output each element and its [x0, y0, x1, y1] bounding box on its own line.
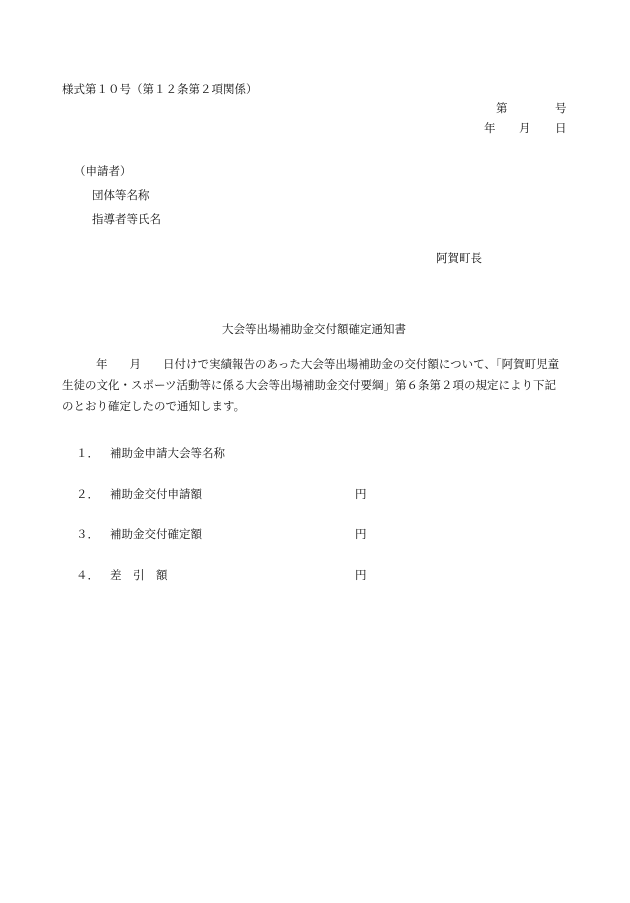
item-4-number: ４． [76, 568, 99, 582]
body-line-3: のとおり確定したので通知します。 [62, 399, 246, 413]
leader-name-label: 指導者等氏名 [92, 212, 161, 226]
document-number-prefix: 第 [496, 101, 508, 115]
date-year-label: 年 [484, 121, 496, 135]
body-year: 年 [96, 357, 108, 371]
document-title: 大会等出場補助金交付額確定通知書 [222, 322, 406, 336]
item-1-number: １． [76, 446, 99, 460]
item-2-label: 補助金交付申請額 [110, 487, 202, 501]
group-name-label: 団体等名称 [92, 188, 150, 202]
item-2-unit: 円 [355, 487, 367, 501]
item-2-number: ２． [76, 487, 99, 501]
item-3-unit: 円 [355, 527, 367, 541]
mayor-label: 阿賀町長 [436, 251, 482, 265]
date-day-label: 日 [555, 121, 567, 135]
document-number-suffix: 号 [555, 101, 567, 115]
item-4-label: 差 引 額 [110, 568, 168, 582]
item-3-label: 補助金交付確定額 [110, 527, 202, 541]
form-number-label: 様式第１０号（第１２条第２項関係） [62, 82, 258, 96]
body-line-1 [62, 354, 568, 375]
body-paragraph [62, 354, 568, 417]
date-month-label: 月 [519, 121, 531, 135]
body-month: 月 [129, 357, 141, 371]
body-line-2: 生徒の文化・スポーツ活動等に係る大会等出場補助金交付要綱」第６条第２項の規定により下記 [62, 378, 557, 392]
item-3-number: ３． [76, 527, 99, 541]
item-1-label: 補助金申請大会等名称 [110, 446, 225, 460]
body-line-1-text: 日付けで実績報告のあった大会等出場補助金の交付額について、「阿賀町児童 [163, 357, 560, 371]
applicant-label: （申請者） [74, 164, 132, 178]
item-4-unit: 円 [355, 568, 367, 582]
